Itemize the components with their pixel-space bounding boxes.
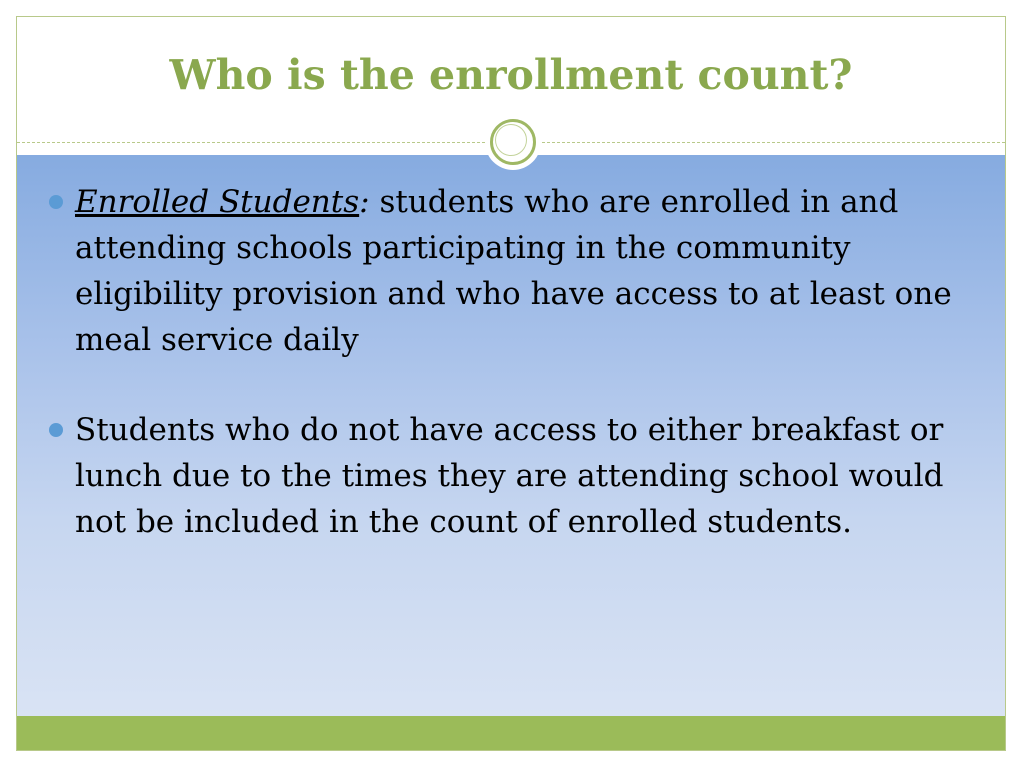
footer-accent-bar [17,716,1005,751]
bullet-icon [49,423,63,437]
circle-ornament-icon [485,114,541,170]
content-area [17,155,1005,716]
bullet-item-enrolled-students [17,179,1005,363]
bullet-term-separator: : [359,184,370,220]
bullet-list [17,179,1005,545]
slide-title: Who is the enrollment count? [169,51,853,99]
bullet-term: Enrolled Students [75,184,360,220]
bullet-text: students who are enrolled in and attending schools participating in the community eligibility provision and who have access to at least one meal service daily [75,184,952,358]
bullet-text: Students who do not have access to either breakfast or lunch due to the times they are attending school would not be included in the count of enrolled students. [75,412,944,540]
bullet-icon [49,195,63,209]
bullet-item-excluded-students [17,407,1005,545]
ornament-ring-inner [495,124,527,156]
slide [16,16,1006,751]
